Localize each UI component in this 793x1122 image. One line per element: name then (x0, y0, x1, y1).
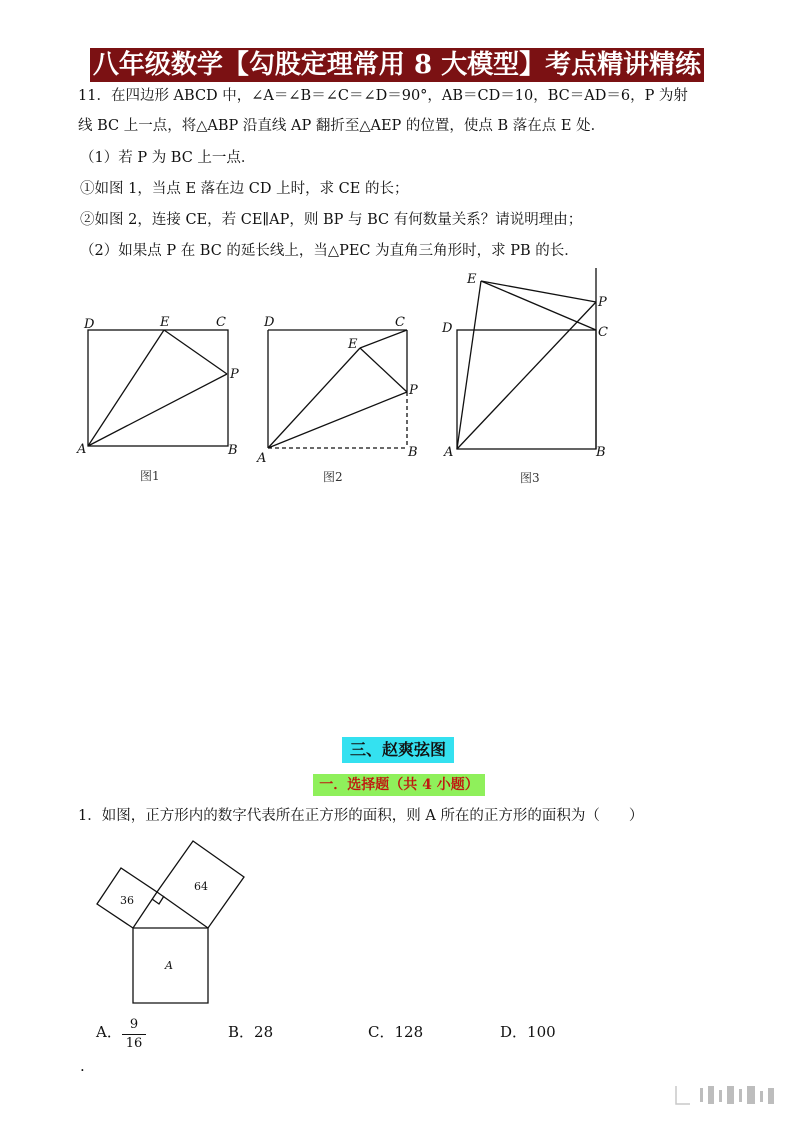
figure-1-label-d: D (84, 317, 95, 332)
figure-1-caption: 图1 (140, 469, 160, 483)
figure-1-label-b: B (228, 443, 238, 458)
problem-11-part-1: （1）若 P 为 BC 上一点． (80, 150, 256, 166)
problem-11-question-2: ②如图 2，连接 CE，若 CE∥AP，则 BP 与 BC 有何数量关系？请说明理由； (80, 212, 583, 228)
figure-3-label-c: C (598, 325, 608, 340)
figure-2-label-d: D (264, 315, 275, 330)
figure-1 (76, 315, 239, 483)
problem-11-part-2: （2）如果点 P 在 BC 的延长线上，当△PEC 为直角三角形时，求 PB 的长． (80, 243, 579, 259)
section-subtitle: 一．选择题（共 4 小题） (313, 774, 485, 796)
page-title: 八年级数学【勾股定理常用 8 大模型】考点精讲精练 (90, 48, 704, 82)
figure-1-label-p: P (230, 367, 239, 382)
watermark-logo (672, 1082, 780, 1108)
figure-2-caption: 图2 (323, 470, 343, 484)
section-title: 三、赵爽弦图 (342, 737, 454, 763)
option-c: C．128 (368, 1023, 424, 1041)
problem-11-line-2: 线 BC 上一点，将△ABP 沿直线 AP 翻折至△AEP 的位置，使点 B 落在点 E 处． (78, 118, 606, 134)
option-b: B．28 (228, 1023, 274, 1041)
figure-3-caption: 图3 (520, 471, 540, 485)
figure-2-label-p: P (409, 383, 418, 398)
fraction-bar (122, 1034, 146, 1035)
problem-11-question-1: ①如图 1，当点 E 落在边 CD 上时，求 CE 的长； (80, 181, 409, 197)
figure-3-label-p: P (598, 295, 607, 310)
figure-3-label-d: D (442, 321, 453, 336)
figure-2-label-a: A (257, 451, 267, 466)
figure-3-label-b: B (596, 445, 606, 460)
square-a-label: A (165, 959, 173, 972)
figure-1-label-e: E (160, 315, 170, 330)
option-d: D．100 (500, 1023, 556, 1041)
question-1-text: 1．如图，正方形内的数字代表所在正方形的面积，则 A 所在的正方形的面积为（ ） (78, 808, 644, 824)
option-a-fraction (122, 1017, 146, 1052)
figure-2-label-c: C (395, 315, 405, 330)
square-64-label: 64 (194, 880, 208, 893)
problem-11-figures (70, 268, 630, 490)
option-a-numerator: 9 (129, 1017, 139, 1032)
square-36-label: 36 (120, 894, 134, 907)
figure-1-label-a: A (77, 442, 87, 457)
figure-3-label-e: E (467, 272, 477, 287)
figure-2-label-e: E (348, 337, 358, 352)
figure-1-label-c: C (216, 315, 226, 330)
figure-3 (441, 268, 608, 485)
problem-11-line-1: 11．在四边形 ABCD 中，∠A＝∠B＝∠C＝∠D＝90°，AB＝CD＝10，BC＝AD＝6，P 为射 (78, 88, 688, 104)
squares-figure (90, 838, 260, 1008)
option-a-denominator: 16 (125, 1036, 143, 1051)
figure-3-label-a: A (444, 445, 454, 460)
trailing-dot: . (80, 1057, 85, 1075)
option-a-label: A． (96, 1023, 122, 1041)
figure-2-label-b: B (408, 445, 418, 460)
figure-2 (256, 315, 418, 484)
